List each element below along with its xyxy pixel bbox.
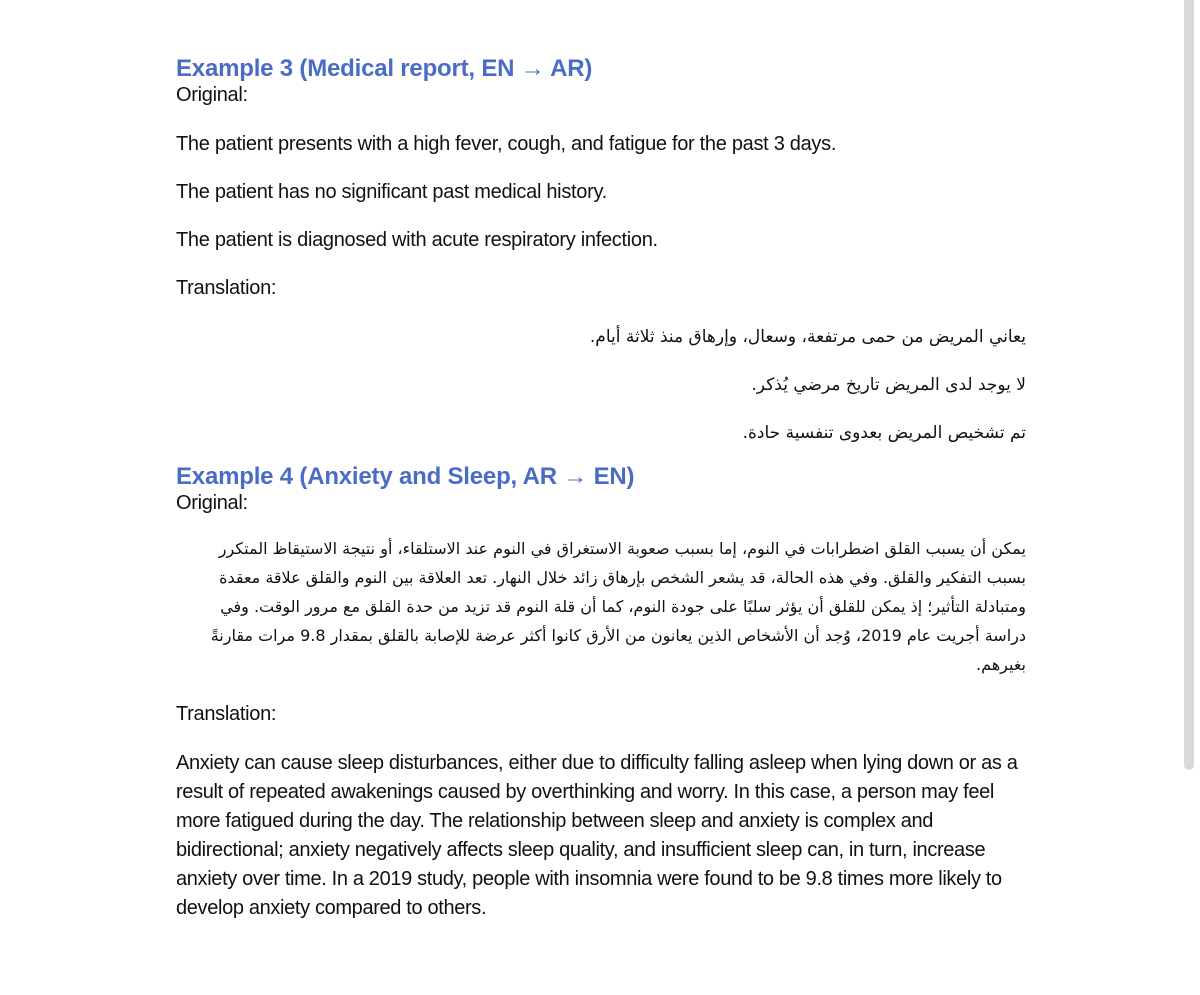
example-3-heading: Example 3 (Medical report, EN → AR) <box>176 55 593 82</box>
example-4-heading: Example 4 (Anxiety and Sleep, AR → EN) <box>176 463 635 490</box>
example-4-translation-paragraph: Anxiety can cause sleep disturbances, either due to difficulty falling asleep when lying down or as a result of repeated awakenings caused by overthinking and worry. In this case, a person may feel more fatigued during the day. The relationship between sleep and anxiety is complex and bidirectional; anxiety negatively affects sleep quality, and insufficient sleep can, in turn, increase anxiety over time. In a 2019 study, people with insomnia were found to be 9.8 times more likely to develop anxiety compared to others. <box>176 752 1018 919</box>
example-3-translation-line-3: تم تشخيص المريض بعدوى تنفسية حادة. <box>742 423 1026 443</box>
vertical-scrollbar[interactable] <box>1184 0 1194 770</box>
example-3-original-line-2: The patient has no significant past medical history. <box>176 181 607 203</box>
example-4-translation-label: Translation: <box>176 703 277 725</box>
example-3-translation-line-1: يعاني المريض من حمى مرتفعة، وسعال، وإرهاق منذ ثلاثة أيام. <box>589 327 1026 347</box>
example-4-original-label: Original: <box>176 492 248 514</box>
document-page <box>176 50 1036 923</box>
example-3-original-label: Original: <box>176 84 248 106</box>
example-3-original-line-1: The patient presents with a high fever, cough, and fatigue for the past 3 days. <box>176 133 837 155</box>
example-3-original-line-3: The patient is diagnosed with acute respiratory infection. <box>176 229 658 251</box>
example-4-original-paragraph: يمكن أن يسبب القلق اضطرابات في النوم، إما بسبب صعوبة الاستغراق في النوم عند الاستلقاء، أو نتيجة الاستيقاظ المتكرر بسبب التفكير والقلق. وفي هذه الحالة، قد يشعر الشخص بإرهاق زائد خلال النهار. تعد العلاقة بين النوم والقلق علاقة معقدة ومتبادلة التأثير؛ إذ يمكن للقلق أن يؤثر سلبًا على جودة النوم، كما أن قلة النوم قد تزيد من حدة القلق مع مرور الوقت. وفي دراسة أجريت عام 2019، وُجد أن الأشخاص الذين يعانون من الأرق كانوا أكثر عرضة للإصابة بالقلق بمقدار 9.8 مرات مقارنةً بغيرهم. <box>210 539 1026 674</box>
example-3-translation-label: Translation: <box>176 277 277 299</box>
example-3-translation-line-2: لا يوجد لدى المريض تاريخ مرضي يُذكر. <box>751 375 1026 395</box>
